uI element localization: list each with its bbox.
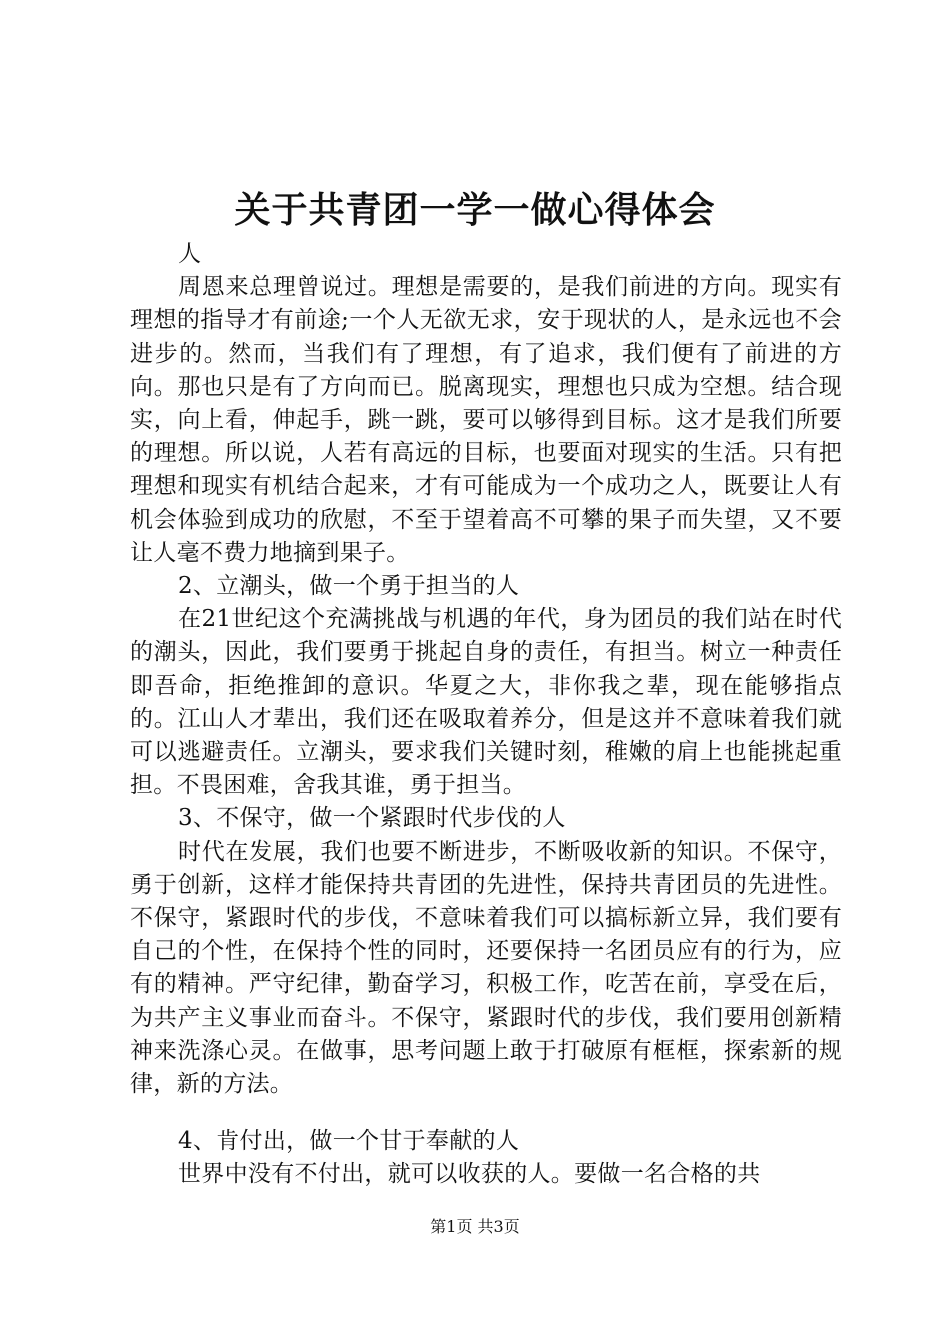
section-heading-4: 4、肯付出，做一个甘于奉献的人 — [178, 1128, 520, 1155]
paragraph-spacer — [130, 1101, 842, 1125]
paragraph-fragment: 人 — [178, 241, 202, 267]
paragraph-ideals: 周恩来总理曾说过。理想是需要的，是我们前进的方向。现实有理想的指导才有前途;一个人无欲无求，安于现状的人，是永远也不会进步的。然而，当我们有了理想，有了追求，我们便有了前进的方向。那也只是有了方向而已。脱离现实，理想也只成为空想。结合现实，向上看，伸起手，跳一跳，要可以够得到目标。这才是我们所要的理想。所以说，人若有高远的目标，也要面对现实的生活。只有把理想和现实有机结合起来，才有可能成为一个成功之人，既要让人有机会体验到成功的欣慰，不至于望着高不可攀的果子而失望，又不要让人毫不费力地摘到果子。 — [130, 274, 842, 566]
section-heading-2: 2、立潮头，做一个勇于担当的人 — [178, 573, 520, 600]
paragraph-dedication: 世界中没有不付出，就可以收获的人。要做一名合格的共 — [178, 1161, 761, 1188]
document-title: 关于共青团一学一做心得体会 — [234, 189, 716, 231]
paragraph-responsibility: 在21世纪这个充满挑战与机遇的年代，身为团员的我们站在时代的潮头，因此，我们要勇于挑起自身的责任，有担当。树立一种责任即吾命，拒绝推卸的意识。华夏之大，非你我之辈，现在能够指点的。江山人才辈出，我们还在吸取着养分，但是这并不意味着我们就可以逃避责任。立潮头，要求我们关键时刻，稚嫩的肩上也能挑起重担。不畏困难，舍我其谁，勇于担当。 — [130, 606, 842, 799]
page-footer: 第1页 共3页 — [430, 1217, 520, 1236]
document-body — [130, 238, 842, 1192]
paragraph-innovation: 时代在发展，我们也要不断进步，不断吸收新的知识。不保守，勇于创新，这样才能保持共青团的先进性，保持共青团员的先进性。不保守，紧跟时代的步伐，不意味着我们可以搞标新立异，我们要有自己的个性，在保持个性的同时，还要保持一名团员应有的行为，应有的精神。严守纪律，勤奋学习，积极工作，吃苦在前，享受在后，为共产主义事业而奋斗。不保守，紧跟时代的步伐，我们要用创新精神来洗涤心灵。在做事，思考问题上敢于打破原有框框，探索新的规律，新的方法。 — [130, 838, 842, 1098]
section-heading-3: 3、不保守，做一个紧跟时代步伐的人 — [178, 805, 566, 832]
